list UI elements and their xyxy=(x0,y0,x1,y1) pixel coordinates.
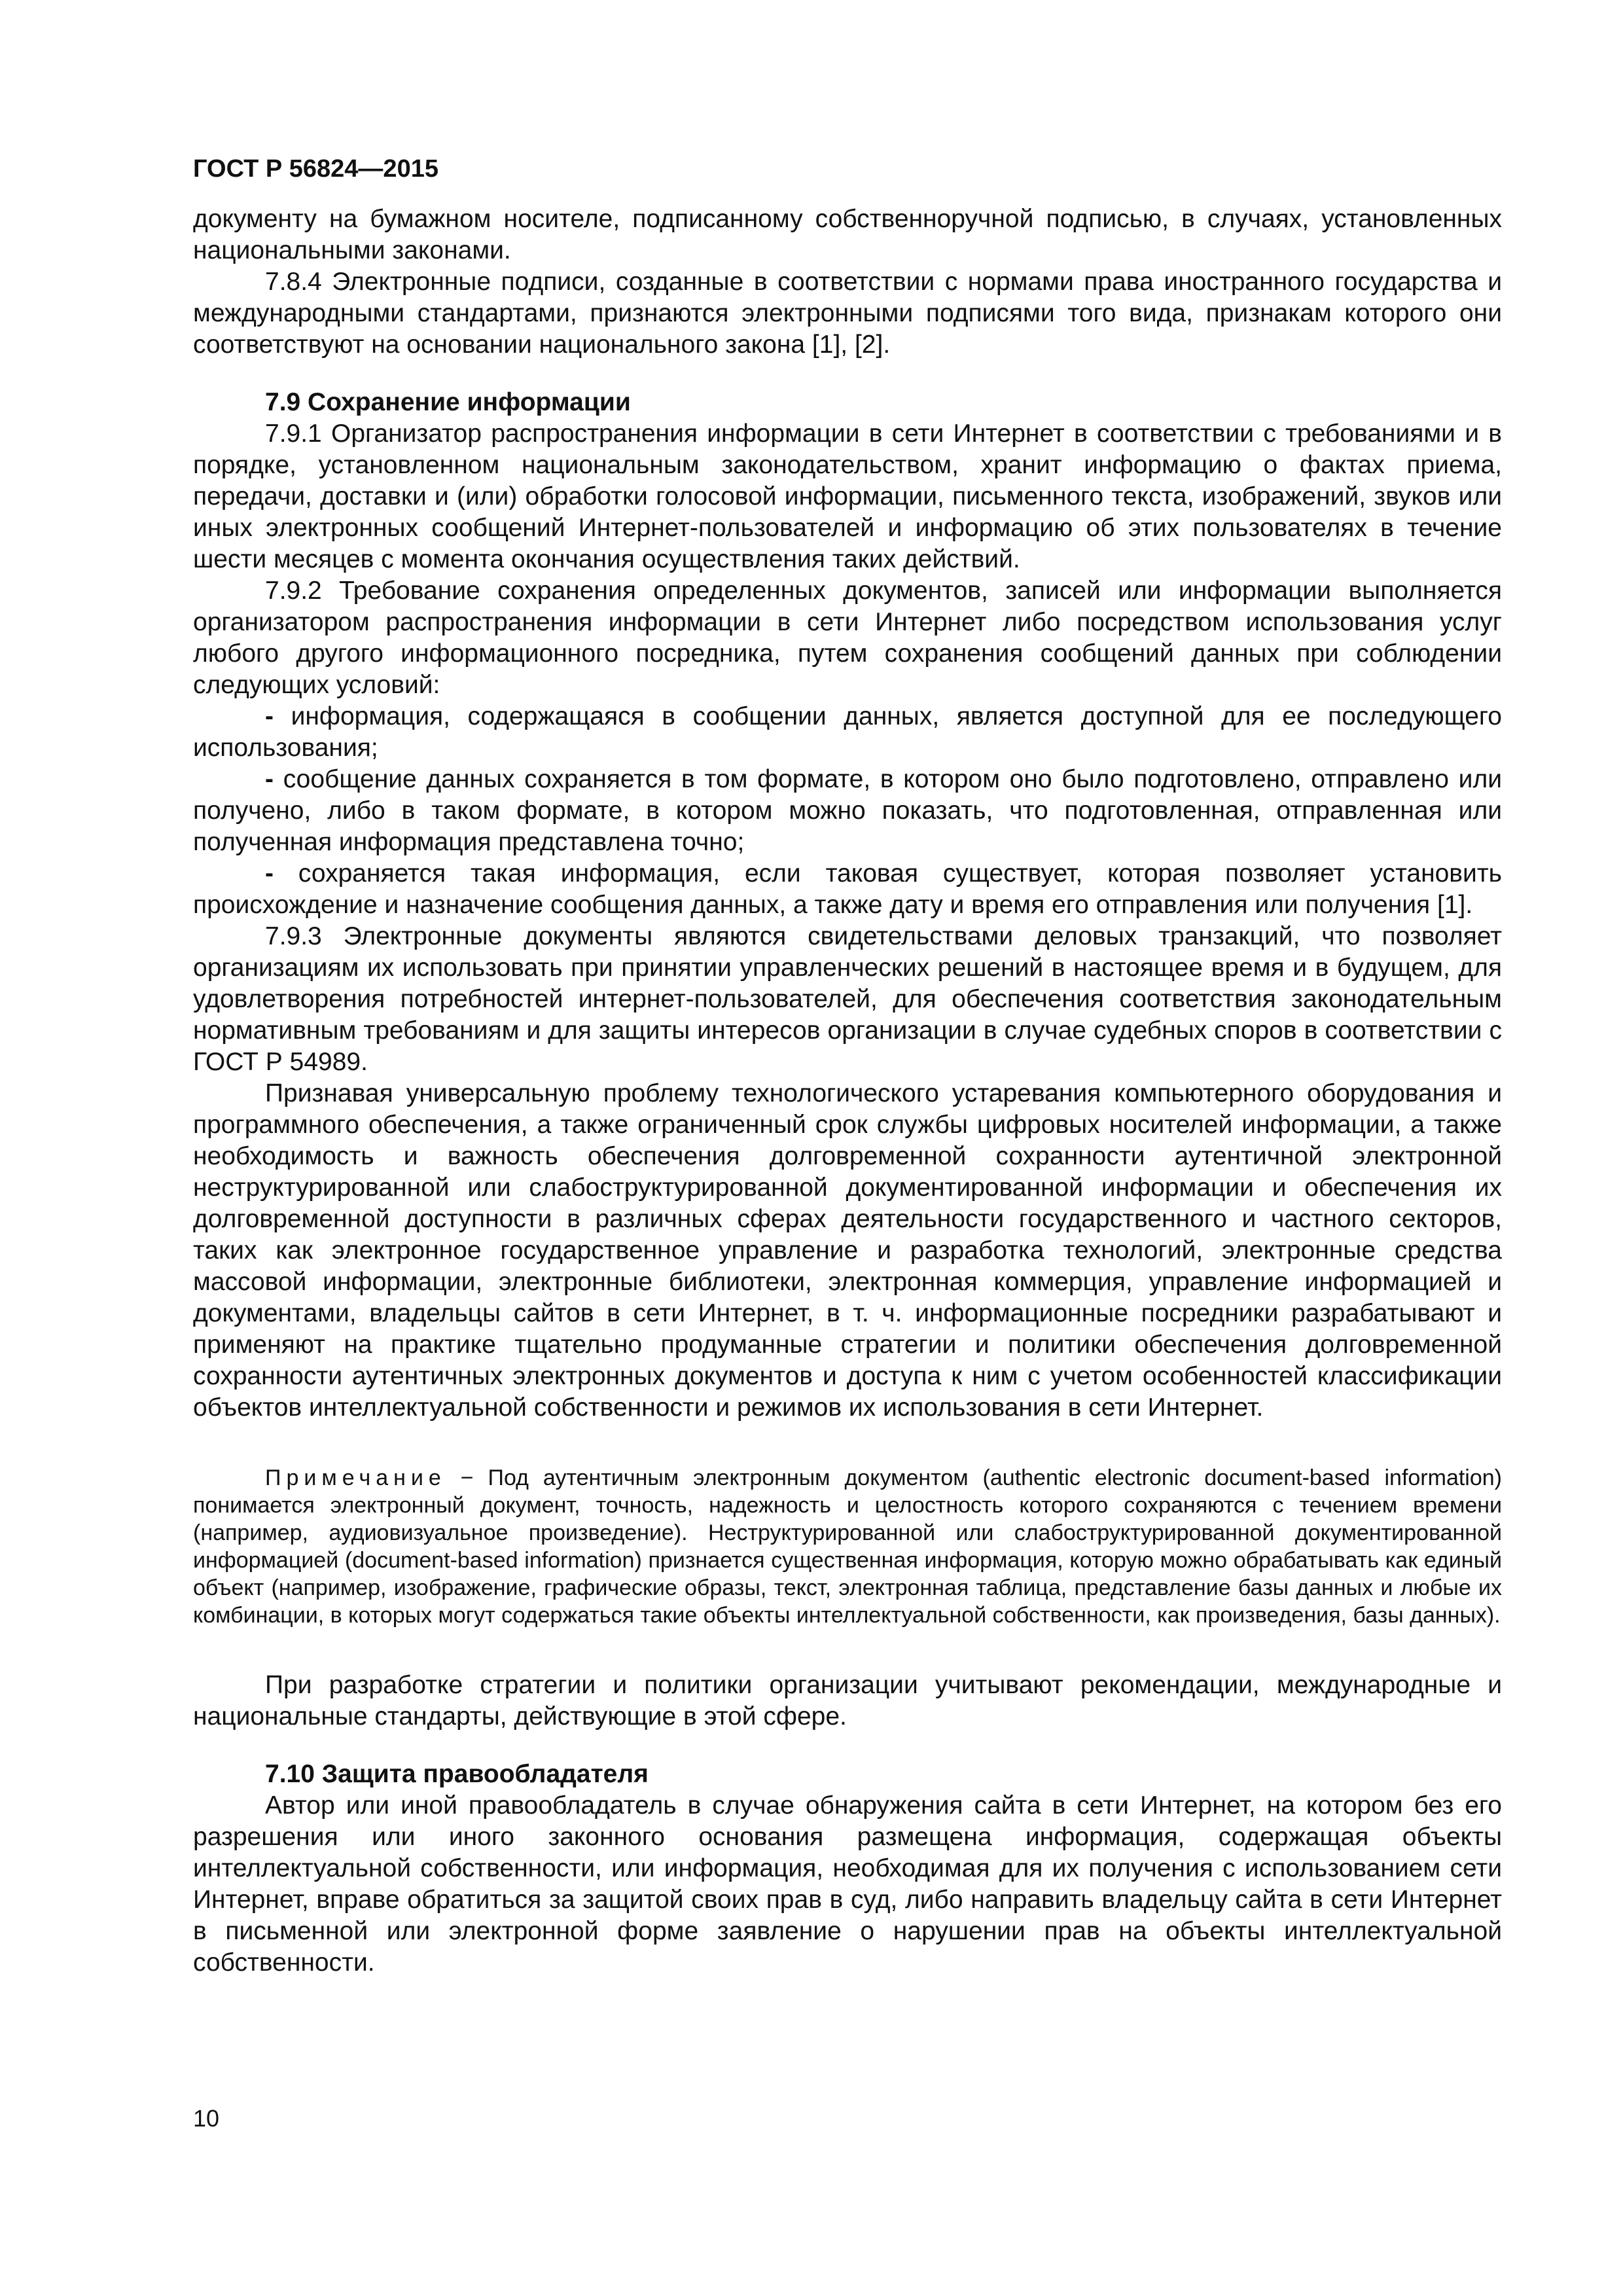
section-heading-7-10: 7.10 Защита правообладателя xyxy=(265,1760,649,1788)
note-label: Примечание xyxy=(265,1465,446,1490)
list-dash: - xyxy=(265,859,274,888)
list-item xyxy=(193,858,1502,921)
list-dash: - xyxy=(265,765,274,793)
section-heading-7-9: 7.9 Сохранение информации xyxy=(265,388,631,416)
list-item-text: сохраняется такая информация, если таковая существует, которая позволяет установить происхождение и назначение сообщения данных, а также дату и время его отправления или получения [1]. xyxy=(193,859,1502,919)
note-block xyxy=(193,1464,1502,1629)
list-item-text: информация, содержащаяся в сообщении данных, является доступной для ее последующего использования; xyxy=(193,702,1502,762)
list-item-text: сообщение данных сохраняется в том формате, в котором оно было подготовлено, отправлено или получено, либо в таком формате, в котором можно показать, что подготовленная, отправленная или полученная информация представлена точно; xyxy=(193,765,1502,856)
paragraph-recognizing: Признавая универсальную проблему технологического устаревания компьютерного оборудования и программного обеспечения, а также ограниченный срок службы цифровых носителей информации, а также необходимость и важность обеспечения долговременной сохранности аутентичной электронной неструктурированной или слабоструктурированной документированной информации и обеспечения их долговременной доступности в различных сферах деятельности государственного и частного секторов, таких как электронное государственное управление и разработка технологий, электронные средства массовой информации, электронные библиотеки, электронная коммерция, управление информацией и документами, владельцы сайтов в сети Интернет, в т. ч. информационные посредники разрабатывают и применяют на практике тщательно продуманные стратегии и политики обеспечения долговременной сохранности аутентичных электронных документов и доступа к ним с учетом особенностей классификации объектов интеллектуальной собственности и режимов их использования в сети Интернет. xyxy=(193,1079,1502,1422)
list-item xyxy=(193,764,1502,858)
document-header: ГОСТ Р 56824—2015 xyxy=(193,155,438,183)
paragraph-7-9-1: 7.9.1 Организатор распространения информации в сети Интернет в соответствии с требованиями и в порядке, установленном национальным законодательством, хранит информацию о фактах приема, передачи, доставки и (или) обработки голосовой информации, письменного текста, изображений, звуков или иных электронных сообщений Интернет-пользователей и информацию об этих пользователях в течение шести месяцев с момента окончания осуществления таких действий. xyxy=(193,420,1502,573)
note-paragraph xyxy=(193,1464,1502,1629)
paragraph-7-9-2: 7.9.2 Требование сохранения определенных документов, записей или информации выполняется организатором распространения информации в сети Интернет либо посредством использования услуг любого другого информационного посредника, путем сохранения сообщений данных при соблюдении следующих условий: xyxy=(193,577,1502,699)
document-body xyxy=(193,204,1502,1979)
list-item xyxy=(193,701,1502,764)
document-page xyxy=(193,154,1502,1979)
paragraph-7-9-3: 7.9.3 Электронные документы являются свидетельствами деловых транзакций, что позволяет организациям их использовать при принятии управленческих решений в настоящее время и в будущем, для удовлетворения потребностей интернет-пользователей, для обеспечения соответствия законодательным нормативным требованиям и для защиты интересов организации в случае судебных споров в соответствии с ГОСТ Р 54989. xyxy=(193,922,1502,1076)
list-dash: - xyxy=(265,702,274,730)
note-text: − Под аутентичным электронным документом (authentic electronic document-based information) понимается электронный документ, точность, надежность и целостность которого сохраняются с течением времени (например, аудиовизуальное произведение). Неструктурированной или слабоструктурированной документированной информацией (document-based information) признается существенная информация, которую можно обрабатывать как единый объект (например, изображение, графические образы, текст, электронная таблица, представление базы данных и любые их комбинации, в которых могут содержаться такие объекты интеллектуальной собственности, как произведения, базы данных). xyxy=(193,1465,1502,1628)
paragraph-7-10: Автор или иной правообладатель в случае обнаружения сайта в сети Интернет, на котором без его разрешения или иного законного основания размещена информация, содержащая объекты интеллектуальной собственности, или информация, необходимая для их получения с использованием сети Интернет, вправе обратиться за защитой своих прав в суд, либо направить владельцу сайта в сети Интернет в письменной или электронной форме заявление о нарушении прав на объекты интеллектуальной собственности. xyxy=(193,1791,1502,1977)
paragraph-continuation: документу на бумажном носителе, подписанному собственноручной подписью, в случаях, установленных национальными законами. xyxy=(193,205,1502,264)
page-number: 10 xyxy=(193,2105,220,2132)
paragraph-strategy: При разработке стратегии и политики организации учитывают рекомендации, международные и национальные стандарты, действующие в этой сфере. xyxy=(193,1671,1502,1731)
paragraph-7-8-4: 7.8.4 Электронные подписи, созданные в соответствии с нормами права иностранного государства и международными стандартами, признаются электронными подписями того вида, признакам которого они соответствуют на основании национального закона [1], [2]. xyxy=(193,268,1502,359)
